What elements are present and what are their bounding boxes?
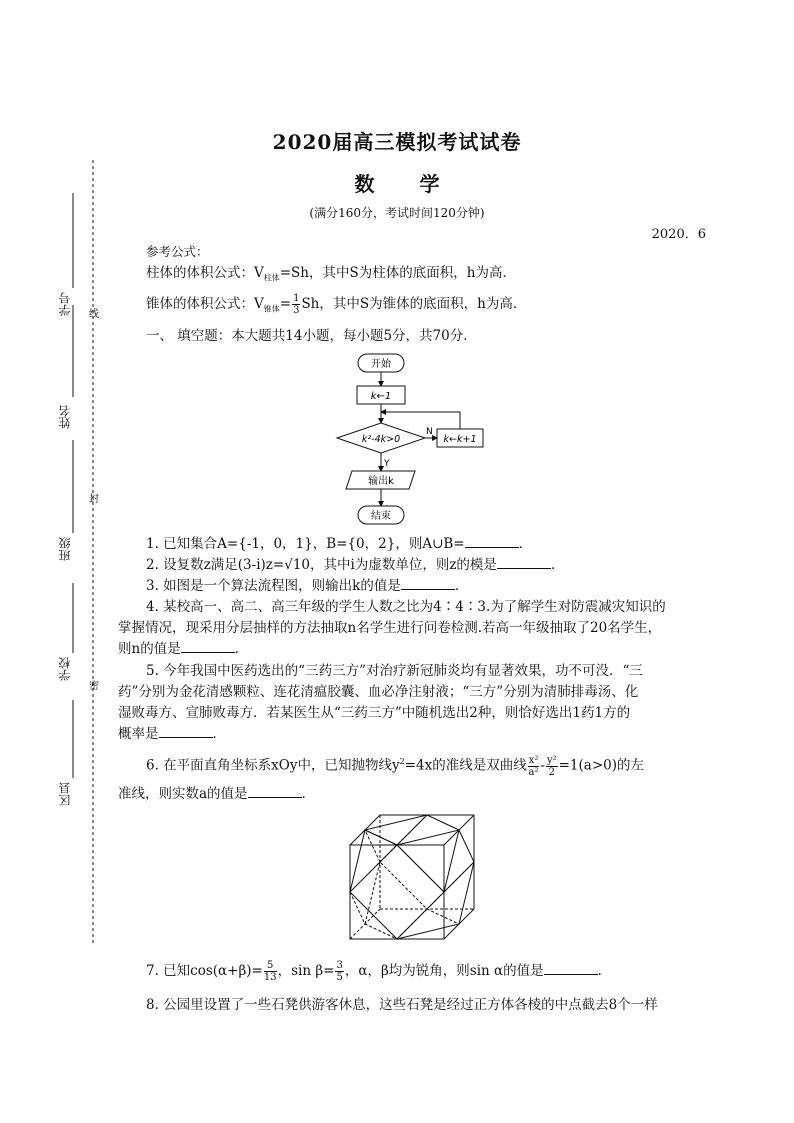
question-3: 3. 如图是一个算法流程图，则输出k的值是 ． bbox=[146, 578, 469, 594]
district-label: 区县 bbox=[58, 782, 72, 806]
formula-heading: 参考公式： bbox=[146, 244, 209, 259]
question-5-line-4: 概率是 ． bbox=[118, 726, 226, 742]
cone-fraction: $\frac{1}{3}$ bbox=[293, 293, 300, 316]
section-1-heading: 一、 填空题：本大题共14小题，每小题5分，共70分． bbox=[146, 328, 477, 344]
svg-text:N: N bbox=[426, 427, 433, 437]
seal-mark-line: 线 bbox=[89, 309, 99, 320]
question-6-line-1: 6. 在平面直角坐标系xOy中，已知抛物线$y^2=4x$的准线是双曲线 $\frac{\text{x²}}{\text{a²}}$ - $\frac{\text{y²}}{2}$ =1(a>0)的左 bbox=[146, 754, 644, 778]
question-1: 1. 已知集合A={-1，0，1}，B={0，2}，则A∪B= ． bbox=[146, 536, 533, 552]
seal-mark-secret: 密 bbox=[89, 681, 99, 692]
exam-date: 2020．6 bbox=[651, 227, 706, 242]
svg-text:开始: 开始 bbox=[371, 359, 391, 370]
answer-blank bbox=[465, 535, 519, 548]
question-2: 2. 设复数z满足(3-i)z=√10，其中i为虚数单位，则z的模是 ． bbox=[146, 557, 565, 573]
question-7: 7. 已知cos(α+β)= $\frac{5}{13}$ ，sin β= $\frac{3}{5}$ ，α，β均为锐角，则sin α的值是 ． bbox=[146, 960, 612, 983]
svg-text:k←1: k←1 bbox=[370, 391, 392, 402]
answer-blank bbox=[544, 962, 598, 975]
school-label: 学校 bbox=[58, 657, 72, 681]
question-5-line-3: 湿败毒方、宣肺败毒方．若某医生从“三药三方”中随机选出2种，则恰好选出1药1方的 bbox=[118, 705, 631, 721]
flowchart bbox=[330, 350, 490, 530]
name-label: 姓名 bbox=[58, 405, 72, 429]
svg-text:Y: Y bbox=[384, 459, 390, 469]
answer-blank bbox=[159, 725, 213, 738]
exam-title: 2020届高三模拟考试试卷 bbox=[272, 130, 522, 154]
question-8-line-1: 8. 公园里设置了一些石凳供游客休息，这些石凳是经过正方体各棱的中点截去8个一样 bbox=[146, 997, 658, 1013]
svg-text:k²-4k>0: k²-4k>0 bbox=[361, 434, 401, 445]
question-4-line-2: 掌握情况，现采用分层抽样的方法抽取n名学生进行问卷检测.若高一年级抽取了20名学生， bbox=[118, 620, 662, 636]
answer-blank bbox=[181, 640, 235, 653]
svg-text:输出k: 输出k bbox=[368, 476, 394, 487]
answer-blank bbox=[497, 556, 551, 569]
question-6-line-2: 准线，则实数a的值是 ． bbox=[118, 786, 316, 802]
exam-note: (满分160分，考试时间120分钟) bbox=[309, 206, 485, 220]
prism-formula: 柱体的体积公式：$V_{柱体}=Sh$，其中S为柱体的底面积，h为高． bbox=[146, 265, 516, 283]
question-4-line-3: 则n的值是 ． bbox=[118, 641, 249, 657]
svg-text:结束: 结束 bbox=[371, 511, 391, 522]
seal-mark-seal: 封 bbox=[89, 494, 99, 505]
svg-text:k←k+1: k←k+1 bbox=[443, 434, 477, 445]
question-5-line-1: 5. 今年我国中医药选出的“三药三方”对治疗新冠肺炎均有显著效果，功不可没．“三 bbox=[146, 663, 643, 679]
answer-blank bbox=[401, 577, 455, 590]
question-5-line-2: 药”分别为金花清感颗粒、连花清瘟胶囊、血必净注射液；“三方”分别为清肺排毒汤、化 bbox=[118, 684, 639, 700]
exam-subject: 数 学 bbox=[354, 172, 440, 196]
cube-figure bbox=[340, 805, 480, 945]
class-label: 班级 bbox=[58, 537, 72, 561]
student-id-label: 学号 bbox=[58, 292, 72, 316]
question-4-line-1: 4. 某校高一、高二、高三年级的学生人数之比为4∶4∶3.为了解学生对防震减灾知识的 bbox=[146, 599, 666, 615]
answer-blank bbox=[248, 785, 302, 798]
cone-formula: 锥体的体积公式：$V_{锥体}=$ $\frac{1}{3}$ Sh，其中S为锥体的底面积，h为高． bbox=[146, 293, 527, 316]
